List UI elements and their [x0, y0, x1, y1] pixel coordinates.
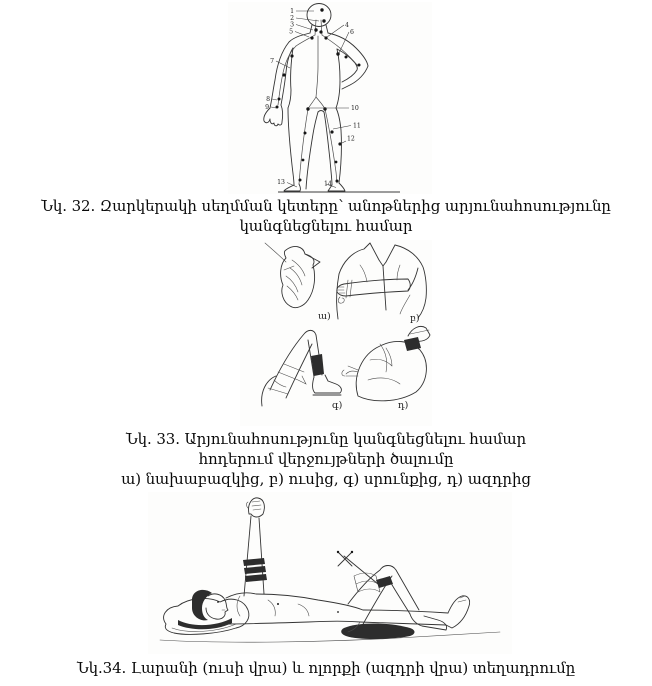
figure-34-illustration: [148, 492, 512, 654]
figure-33-limb-flexion: [240, 240, 432, 426]
bent-leg-with-twist-tourniquet: [337, 551, 447, 630]
head-and-hair: [192, 590, 228, 620]
figure-32-illustration: [228, 2, 432, 194]
raised-arm-with-tourniquet: [243, 498, 267, 596]
point-label-10: 10: [351, 105, 359, 112]
figure-33-caption-line-2: հոդերում վերջույթների ծալումը: [198, 450, 454, 468]
panel-g-label: գ): [332, 400, 343, 411]
figure-33-caption: [0, 429, 652, 489]
point-label-5: 5: [289, 28, 293, 36]
pillow: [164, 599, 249, 635]
twist-stick: [344, 556, 378, 584]
point-label-2: 2: [290, 15, 294, 22]
point-label-3: 3: [290, 21, 294, 29]
point-label-14: 14: [324, 180, 332, 188]
panel-hip-flexion: [342, 326, 430, 411]
point-label-13: 13: [277, 179, 285, 186]
figure-33-caption-line-3: ա) նախաբազկից, բ) ուսից, գ) սրունքից, դ) ազդրից: [121, 470, 531, 488]
cloth-under-hip: [341, 624, 414, 640]
point-label-6: 6: [350, 29, 354, 36]
point-label-12: 12: [347, 135, 355, 143]
figure-33-illustration: [240, 240, 432, 426]
thigh-band: [376, 576, 393, 588]
point-label-7: 7: [270, 58, 274, 65]
figure-32-pressure-points: [228, 2, 432, 194]
panel-d-label: դ): [398, 400, 409, 411]
panel-knee-flexion: [262, 330, 343, 411]
point-label-4: 4: [345, 22, 349, 29]
panel-shoulder-flexion: [337, 243, 427, 324]
figure-33-caption-line-1: Նկ. 33. Արյունահոսությունը կանգնեցնելու համար: [125, 430, 527, 448]
figure-34-caption: Նկ.34. Լարանի (ուսի վրա) և ոլորքի (ազդրի վրա) տեղադրումը: [76, 659, 576, 677]
point-label-8: 8: [266, 96, 270, 103]
point-label-1: 1: [290, 8, 294, 15]
point-label-9: 9: [265, 104, 269, 111]
point-label-11: 11: [353, 122, 361, 130]
panel-a-label: ա): [318, 311, 331, 322]
panel-b-label: բ): [410, 313, 420, 324]
figure-32-caption: Նկ. 32. Զարկերակի սեղմման կետերը՝ անոթներից արյունահոսությունը կանգնեցնելու համար: [41, 197, 611, 235]
figure-34-tourniquet: [148, 492, 512, 654]
panel-forearm-flexion: [265, 243, 331, 322]
torso: [222, 593, 363, 624]
